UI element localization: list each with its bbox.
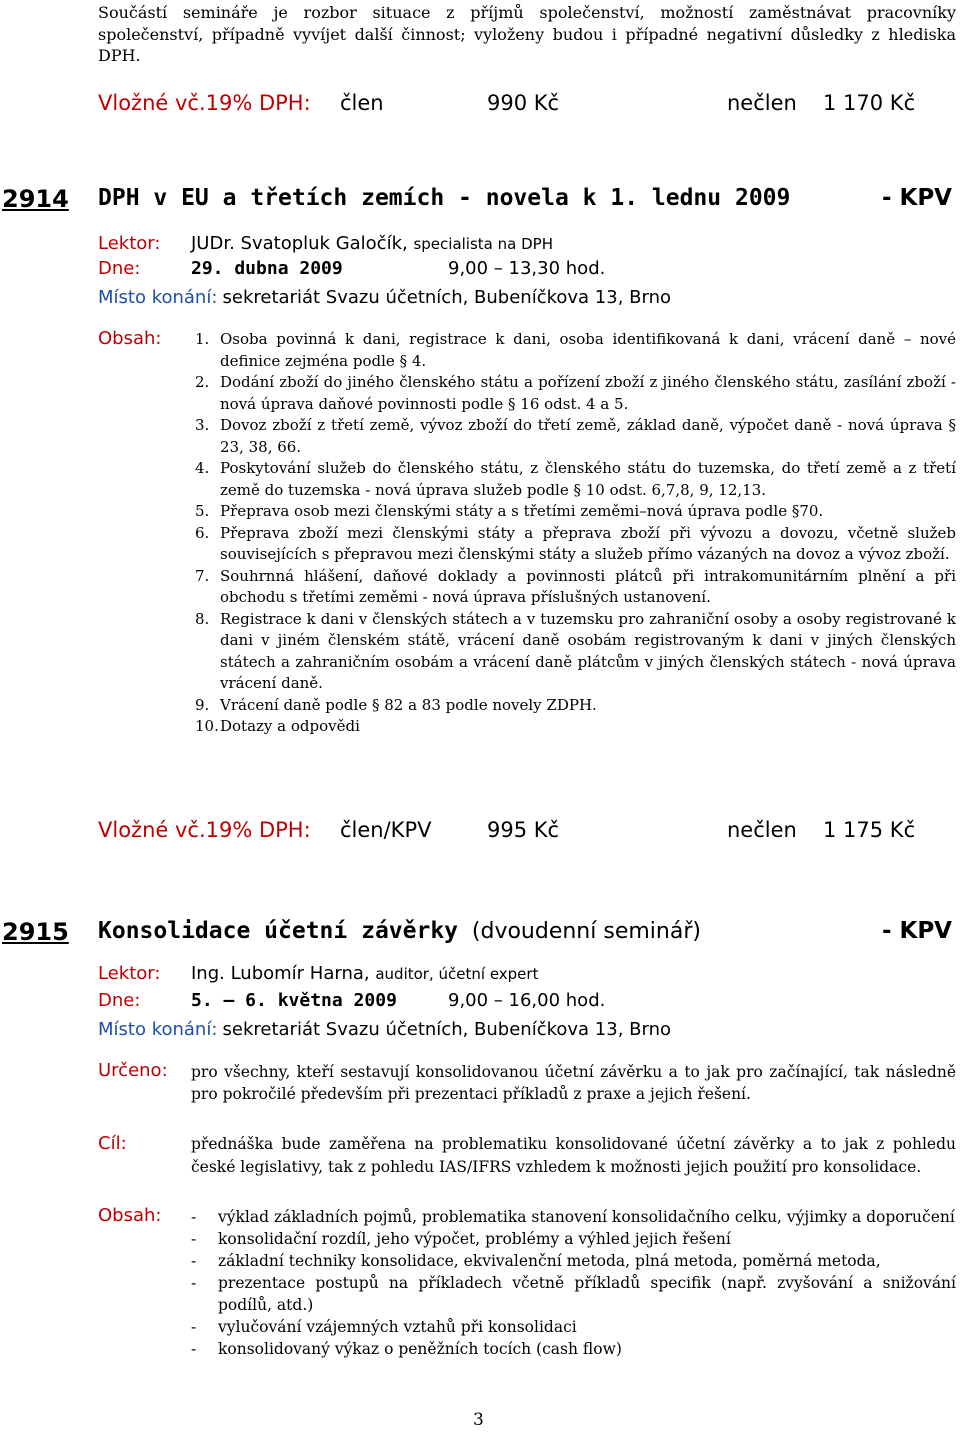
list-item-number: 10.	[195, 717, 219, 735]
nonmember-price: 1 170 Kč	[823, 91, 916, 115]
list-item	[191, 1316, 956, 1338]
list-item-number: 5.	[195, 502, 210, 520]
list-item-number: 1.	[195, 330, 210, 348]
goal-label: Cíl:	[98, 1133, 127, 1154]
list-item	[195, 329, 956, 372]
list-item-text: Dodání zboží do jiného členského státu a pořízení zboží z jiného členského státu, zasílání zboží - nová úprava daňové povinnosti podle § 16 odst. 4 a 5.	[220, 373, 956, 413]
date-line-2: Dne: 5. – 6. května 2009 9,00 – 16,00 hod.	[98, 990, 606, 1011]
list-item-number: 2.	[195, 373, 210, 391]
date-line: Dne: 29. dubna 2009 9,00 – 13,30 hod.	[98, 258, 606, 279]
list-item-text: Dovoz zboží z třetí země, vývoz zboží do třetí země, základ daně, výpočet daně - nová úprava § 23, 38, 66.	[220, 416, 956, 456]
list-item	[191, 1206, 956, 1228]
list-item	[195, 372, 956, 415]
list-item-text: Přeprava zboží mezi členskými státy a přeprava zboží při vývozu a dovozu, včetně služeb souvisejících s přepravou mezi členskými státy a služeb přímo vázaných na dovoz a vývoz zboží.	[220, 523, 956, 563]
list-item-number: 4.	[195, 459, 210, 477]
nonmember-label: nečlen	[727, 91, 797, 115]
list-item-text: Dotazy a odpovědi	[220, 717, 360, 735]
place-line-2: Místo konání: sekretariát Svazu účetních, Bubeníčkova 13, Brno	[98, 1019, 672, 1040]
lector-line: Lektor: JUDr. Svatopluk Galočík, specialista na DPH	[98, 233, 553, 254]
goal-text: přednáška bude zaměřena na problematiku konsolidované účetní závěrky a to jak z pohledu české legislativy, tak z pohledu IAS/IFRS vzhledem k možnosti jejich použití pro konsolidace.	[191, 1135, 956, 1176]
bullet-dash: -	[191, 1340, 197, 1358]
kpv-tag-2: - KPV	[881, 918, 952, 944]
list-item	[195, 695, 956, 717]
bullet-dash: -	[191, 1318, 197, 1336]
place-line: Místo konání: sekretariát Svazu účetních, Bubeníčkova 13, Brno	[98, 287, 672, 308]
fee-label: Vložné vč.19% DPH:	[98, 91, 311, 115]
bullet-dash: -	[191, 1208, 197, 1226]
list-item-text: Registrace k dani v členských státech a v tuzemsku pro zahraniční osoby a osoby registrované k dani v jiném členském státě, vrácení daně osobám registrovaným k dani v jiných členských státech a zahraničním osobám a vrácení daně plátcům v jiných členských státech - nová úprava vrácení daně.	[220, 609, 956, 692]
list-item	[195, 501, 956, 523]
list-item-number: 8.	[195, 609, 210, 628]
bullet-dash: -	[191, 1274, 197, 1292]
lector-line-2: Lektor: Ing. Lubomír Harna, auditor, účetní expert	[98, 963, 539, 984]
seminar-number: 2914	[2, 185, 69, 213]
list-item-text: Poskytování služeb do členského státu, z členského státu do tuzemska, do třetí země a z třetí země do tuzemska - nová úprava služeb podle § 10 odst. 6,7,8, 9, 12,13.	[220, 459, 956, 499]
list-item	[191, 1228, 956, 1250]
seminar-title: DPH v EU a třetích zemích - novela k 1. lednu 2009	[98, 185, 791, 211]
content-label-2: Obsah:	[98, 1205, 162, 1226]
list-item-text: výklad základních pojmů, problematika stanovení konsolidačního celku, výjimky a doporučení	[218, 1208, 955, 1226]
content-list	[195, 329, 956, 738]
intended-label: Určeno:	[98, 1060, 168, 1081]
list-item	[195, 716, 956, 738]
page-number: 3	[473, 1410, 484, 1430]
list-item-text: základní techniky konsolidace, ekvivalenční metoda, plná metoda, poměrná metoda,	[218, 1252, 881, 1270]
member-price-2: 995 Kč	[487, 818, 560, 842]
list-item-text: konsolidovaný výkaz o peněžních tocích (cash flow)	[218, 1340, 622, 1358]
seminar-number-2: 2915	[2, 918, 69, 946]
list-item	[195, 566, 956, 609]
list-item	[195, 415, 956, 458]
list-item-text: Vrácení daně podle § 82 a 83 podle novely ZDPH.	[220, 695, 597, 714]
seminar-title-2: Konsolidace účetní závěrky (dvoudenní seminář)	[98, 918, 701, 944]
nonmember-label-2: nečlen	[727, 818, 797, 842]
list-item-text: Souhrnná hlášení, daňové doklady a povinnosti plátců při intrakomunitárním plnění a při obchodu s třetími zeměmi - nová úprava příslušných ustanovení.	[220, 566, 956, 606]
list-item-number: 9.	[195, 695, 210, 714]
list-item	[191, 1272, 956, 1316]
list-item-number: 6.	[195, 523, 210, 542]
content-label: Obsah:	[98, 328, 162, 349]
list-item-text: Přeprava osob mezi členskými státy a s třetími zeměmi–nová úprava podle §70.	[220, 502, 824, 520]
list-item-text: Osoba povinná k dani, registrace k dani, osoba identifikovaná k dani, vrácení daně – nové definice zejména podle § 4.	[220, 330, 956, 370]
list-item	[191, 1338, 956, 1360]
list-item-text: konsolidační rozdíl, jeho výpočet, problémy a výhled jejich řešení	[218, 1230, 731, 1248]
list-item-number: 7.	[195, 566, 210, 585]
member-label-2: člen/KPV	[340, 818, 432, 842]
bullet-dash: -	[191, 1230, 197, 1248]
list-item-number: 3.	[195, 416, 210, 434]
kpv-tag: - KPV	[881, 185, 952, 211]
intro-paragraph: Součástí semináře je rozbor situace z příjmů společenství, možností zaměstnávat pracovníky společenství, případně vyvíjet další činnost; vyloženy budou i případné negativní důsledky z hlediska DPH.	[98, 3, 956, 65]
nonmember-price-2: 1 175 Kč	[823, 818, 916, 842]
bullet-dash: -	[191, 1252, 197, 1270]
list-item	[195, 523, 956, 566]
intended-text: pro všechny, kteří sestavují konsolidovanou účetní závěrku a to jak pro začínající, tak následně pro pokročilé především při prezentaci příkladů z praxe a jejich řešení.	[191, 1063, 956, 1103]
content-list-2	[191, 1206, 956, 1360]
fee-label-2: Vložné vč.19% DPH:	[98, 818, 311, 842]
list-item	[195, 458, 956, 501]
list-item	[191, 1250, 956, 1272]
member-price: 990 Kč	[487, 91, 560, 115]
member-label: člen	[340, 91, 384, 115]
list-item-text: prezentace postupů na příkladech včetně příkladů specifik (např. zvyšování a snižování podílů, atd.)	[218, 1274, 956, 1314]
list-item	[195, 609, 956, 695]
list-item-text: vylučování vzájemných vztahů při konsolidaci	[218, 1318, 577, 1336]
